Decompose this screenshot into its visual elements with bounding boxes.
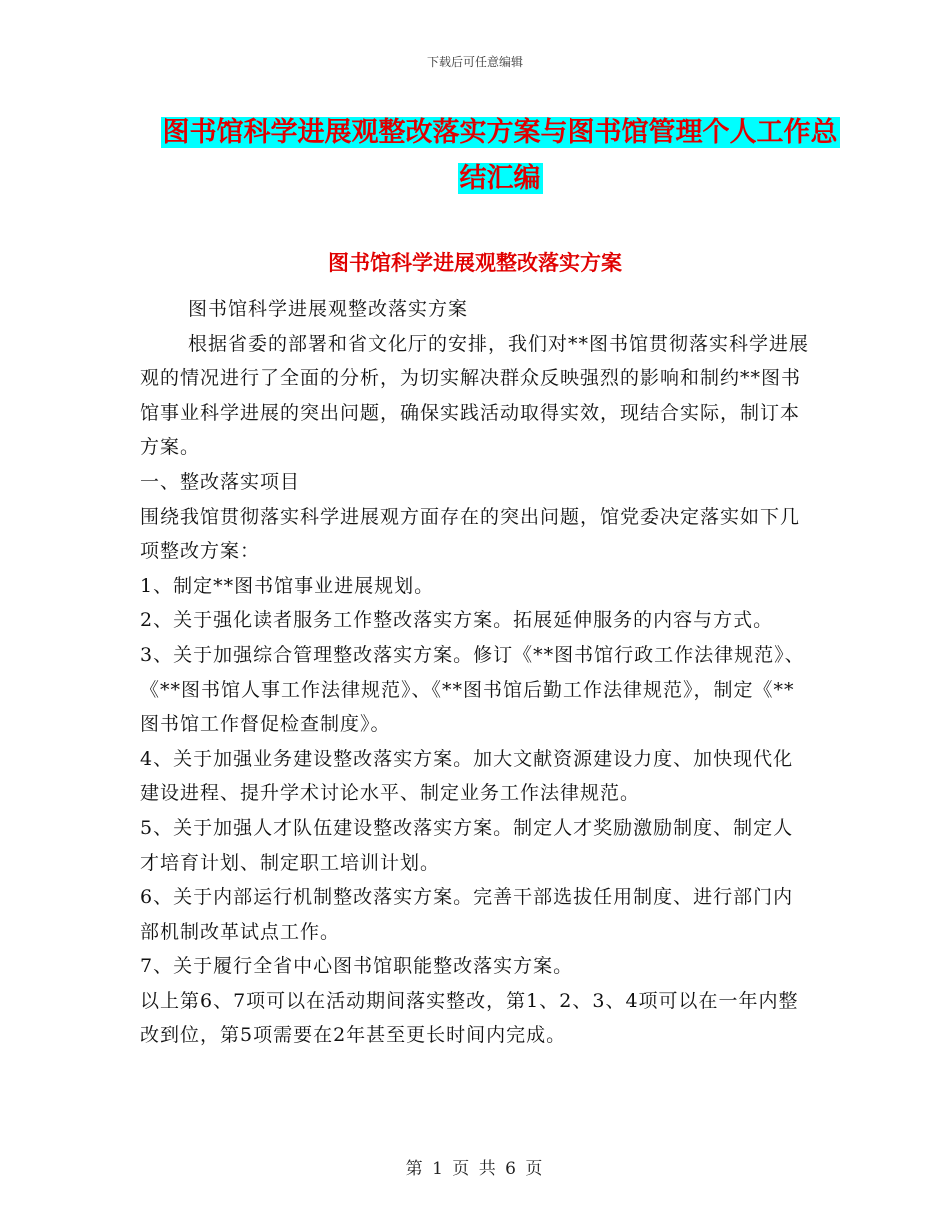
document-main-title xyxy=(150,110,850,202)
header-note: 下载后可任意编辑 xyxy=(426,55,523,69)
paragraph-intro: 根据省委的部署和省文化厅的安排，我们对**图书馆贯彻落实科学进展观的情况进行了全面的分析，为切实解决群众反映强烈的影响和制约**图书馆事业科学进展的突出问题，确保实践活动取得实效，现结合实际，制订本方案。 xyxy=(140,332,810,459)
paragraph-doc-title: 图书馆科学进展观整改落实方案 xyxy=(188,298,469,320)
paragraph-summary: 以上第6、7项可以在活动期间落实整改，第1、2、3、4项可以在一年内整改到位，第5项需要在2年甚至更长时间内完成。 xyxy=(140,989,799,1047)
list-item-2: 2、关于强化读者服务工作整改落实方案。拓展延伸服务的内容与方式。 xyxy=(140,609,774,632)
list-item-6: 6、关于内部运行机制整改落实方案。完善干部选拔任用制度、进行部门内部机制改革试点工作。 xyxy=(140,886,794,943)
page-indicator: 第 1 页 共 6 页 xyxy=(405,1159,545,1179)
list-item-3: 3、关于加强综合管理整改落实方案。修订《**图书馆行政工作法律规范》、《**图书馆人事工作法律规范》、《**图书馆后勤工作法律规范》，制定《**图书馆工作督促检查制度》。 xyxy=(140,643,805,736)
list-item-7: 7、关于履行全省中心图书馆职能整改落实方案。 xyxy=(140,955,574,978)
main-title-highlight: 图书馆科学进展观整改落实方案与图书馆管理个人工作总结汇编 xyxy=(162,117,838,194)
document-body xyxy=(140,292,810,1053)
paragraph-heading-1: 一、整改落实项目 xyxy=(140,470,301,493)
list-item-5: 5、关于加强人才队伍建设整改落实方案。制定人才奖励激励制度、制定人才培育计划、制定职工培训计划。 xyxy=(140,816,794,874)
section-title: 图书馆科学进展观整改落实方案 xyxy=(328,251,622,275)
list-item-1: 1、制定**图书馆事业进展规划。 xyxy=(140,574,435,597)
list-item-4: 4、关于加强业务建设整改落实方案。加大文献资源建设力度、加快现代化建设进程、提升学术讨论水平、制定业务工作法律规范。 xyxy=(140,747,794,805)
paragraph-plan-lead: 围绕我馆贯彻落实科学进展观方面存在的突出问题，馆党委决定落实如下几项整改方案： xyxy=(140,505,801,563)
